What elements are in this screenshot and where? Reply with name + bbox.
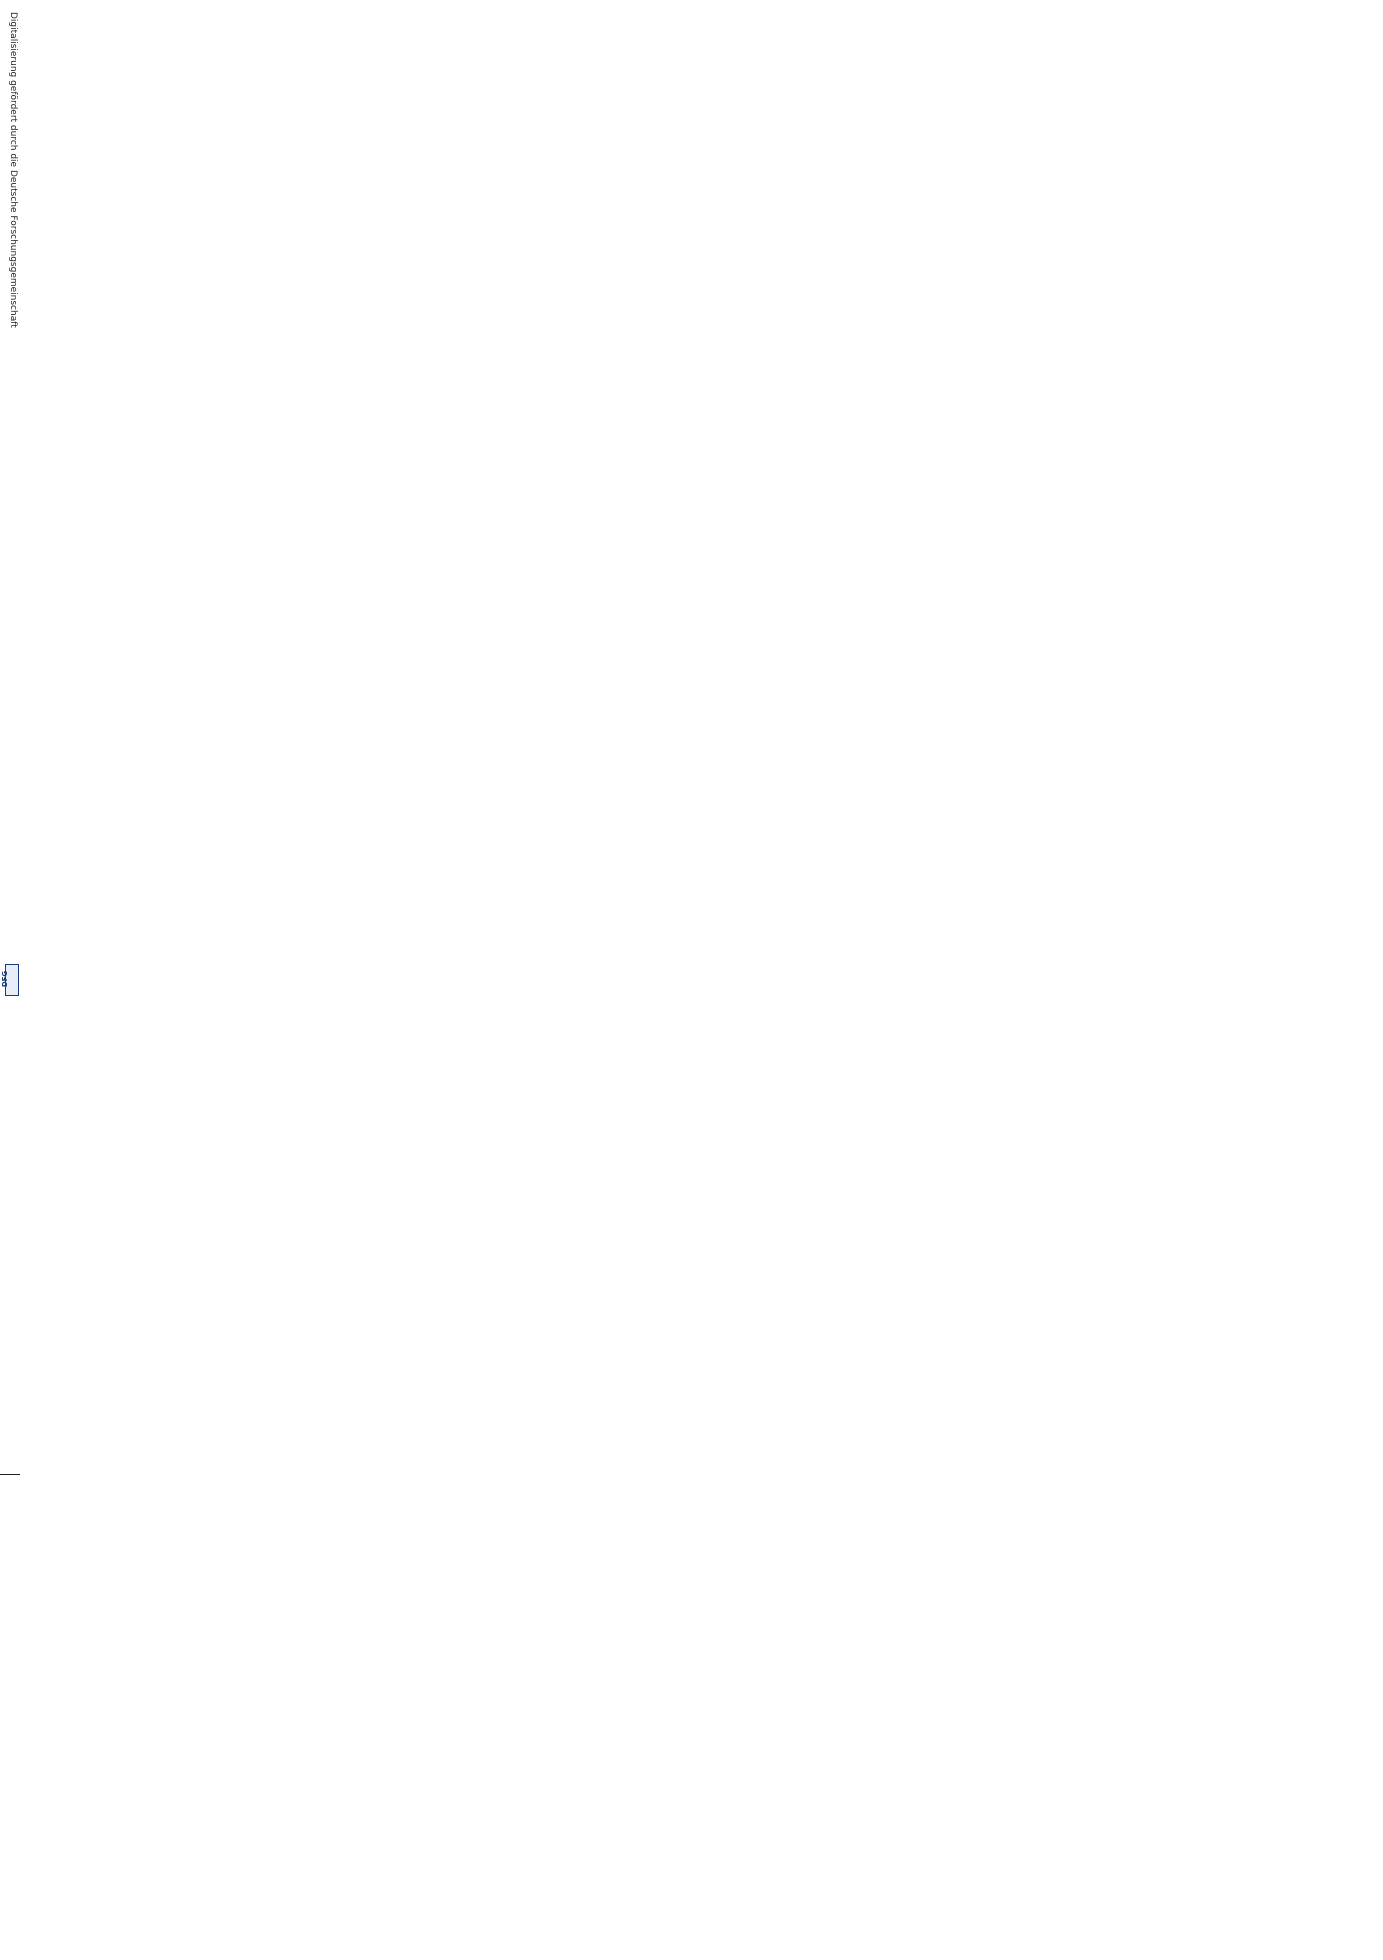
- dfg-logo-icon: [1, 964, 19, 996]
- left-column: [0, 1476, 20, 1921]
- right-column: [0, 1030, 20, 1476]
- digitization-note: Digitalisierung gefördert durch die Deutsche Forschungsgemeinschaft: [8, 12, 18, 328]
- text-columns: [0, 1030, 20, 1920]
- digitization-footer: [2, 0, 18, 1000]
- dfg-logo-text: DFG: [1, 970, 10, 988]
- page-body: [0, 1000, 40, 1960]
- rotated-page-content: [0, 1000, 40, 1960]
